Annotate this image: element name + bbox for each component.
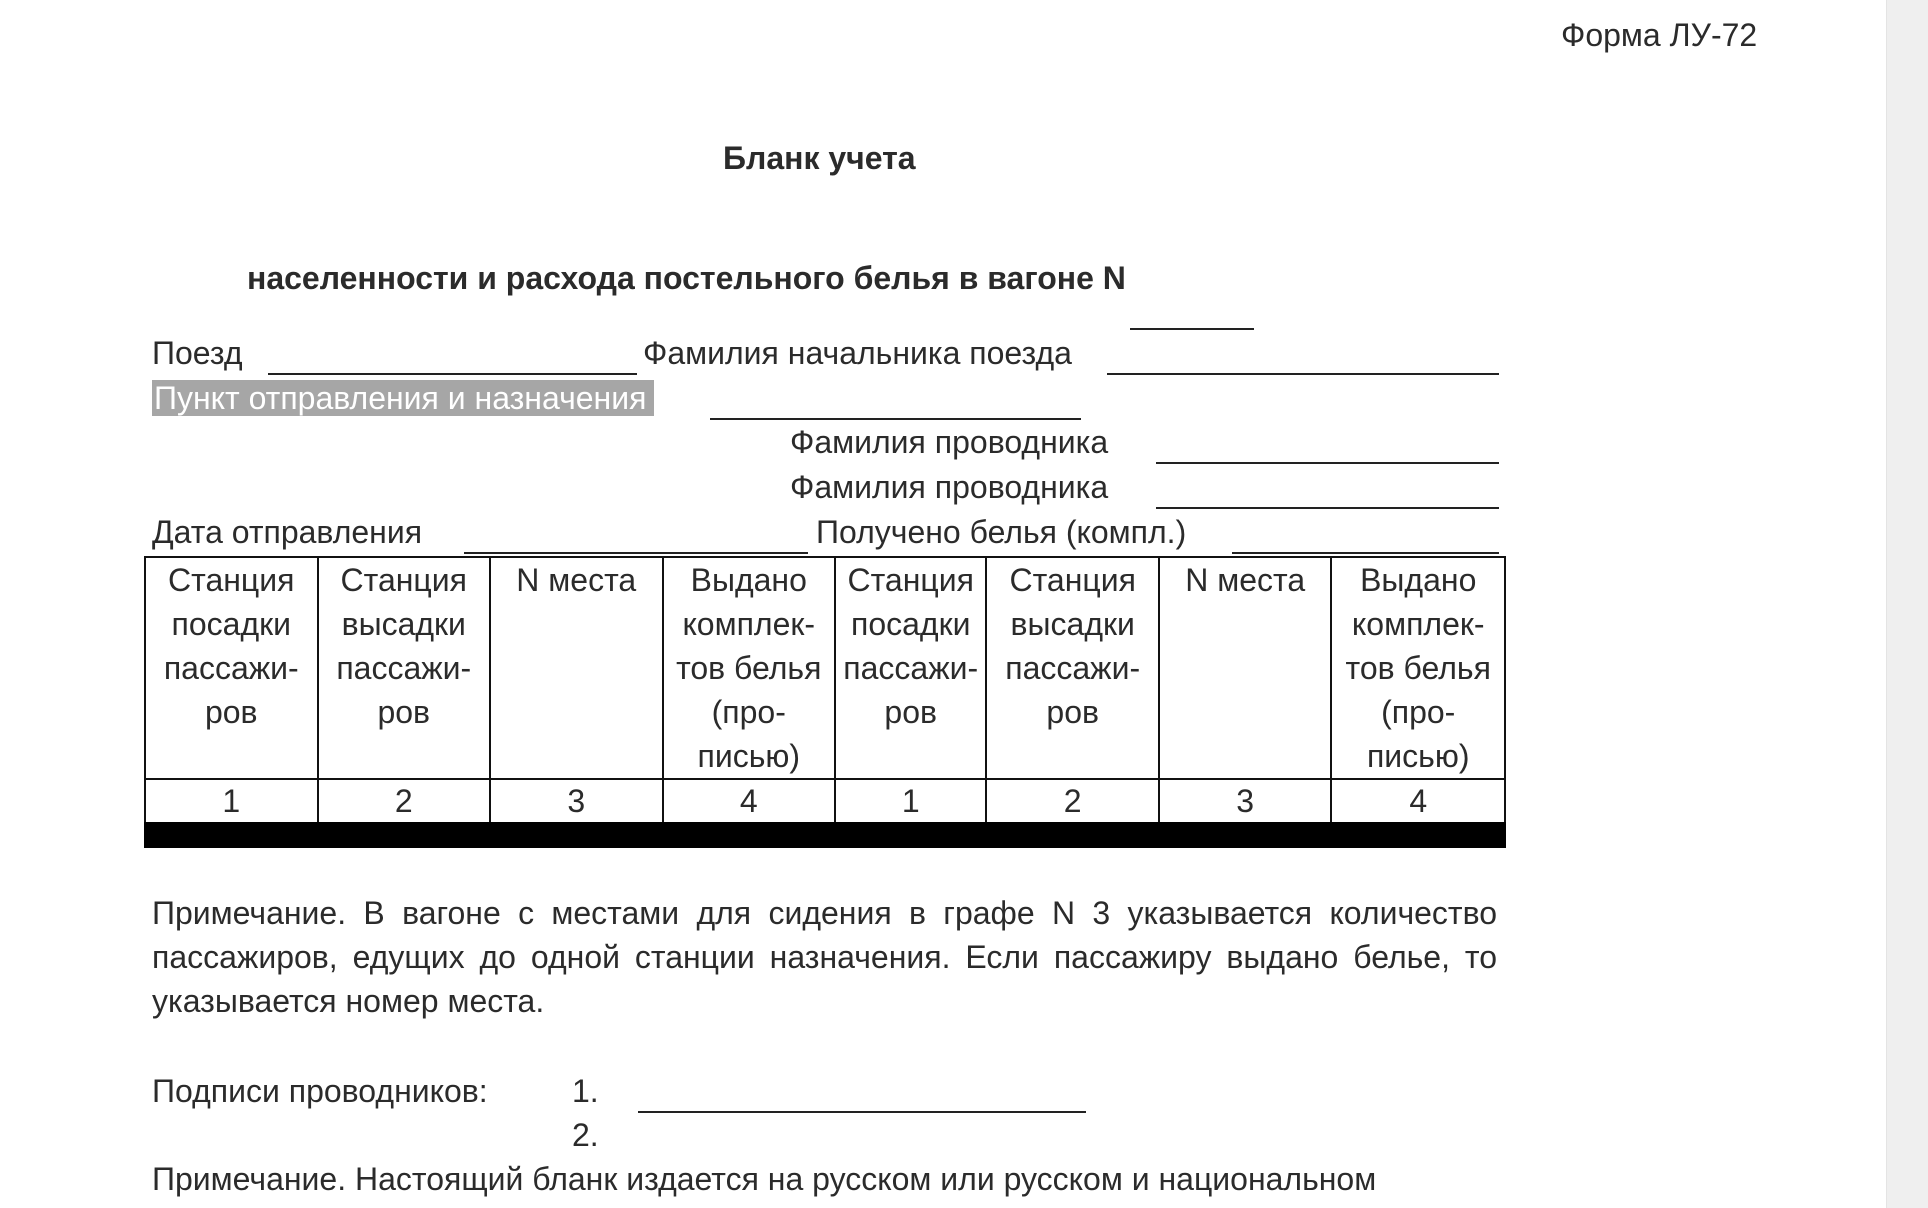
col-header-boarding-station: Станция посадки пассажи-ров: [835, 557, 986, 779]
train-label: Поезд: [152, 335, 243, 371]
route-point-line: [710, 418, 1081, 420]
table-header-row: [145, 557, 1505, 779]
col-header-seat-number: N места: [1159, 557, 1332, 779]
column-number: 1: [145, 779, 318, 823]
signature-number-2: 2.: [572, 1117, 599, 1153]
train-chief-label: Фамилия начальника поезда: [643, 335, 1072, 371]
col-header-boarding-station: Станция посадки пассажи-ров: [145, 557, 318, 779]
col-header-exit-station: Станция высадки пассажи-ров: [318, 557, 491, 779]
note-language: Примечание. Настоящий бланк издается на русском или русском и национальном: [152, 1161, 1377, 1197]
train-chief-line: [1107, 373, 1499, 375]
column-number: 4: [663, 779, 836, 823]
conductor-surname-line-2: [1156, 507, 1499, 509]
form-subtitle: населенности и расхода постельного белья в вагоне N: [247, 260, 1126, 296]
col-header-linen-issued: Выдано комплек-тов белья (про-писью): [1331, 557, 1505, 779]
form-title: Бланк учета: [723, 140, 916, 176]
accounting-table: [144, 556, 1506, 824]
col-header-seat-number: N места: [490, 557, 663, 779]
route-point-label: Пункт отправления и назначения: [152, 378, 654, 418]
train-line: [268, 373, 637, 375]
column-number: 3: [490, 779, 663, 823]
col-header-exit-station: Станция высадки пассажи-ров: [986, 557, 1159, 779]
linen-received-line: [1232, 552, 1499, 554]
vertical-scrollbar[interactable]: [1886, 0, 1928, 1208]
signatures-label: Подписи проводников:: [152, 1073, 488, 1109]
note-seating: Примечание. В вагоне с местами для сидения в графе N 3 указывается количество пассажиров, едущих до одной станции назначения. Если пассажиру выдано белье, то указывается номер места.: [152, 895, 1497, 1019]
conductor-surname-label-1: Фамилия проводника: [790, 424, 1109, 460]
column-number: 1: [835, 779, 986, 823]
column-number: 3: [1159, 779, 1332, 823]
column-number: 2: [986, 779, 1159, 823]
conductor-surname-label-2: Фамилия проводника: [790, 469, 1109, 505]
departure-date-label: Дата отправления: [152, 514, 423, 550]
signature-line-1: [638, 1111, 1086, 1113]
wagon-number-line: [1130, 328, 1254, 330]
table-number-row: [145, 779, 1505, 823]
column-number: 2: [318, 779, 491, 823]
table-bottom-bar: [144, 822, 1506, 848]
form-code: Форма ЛУ-72: [1561, 17, 1758, 53]
departure-date-line: [464, 552, 808, 554]
col-header-linen-issued: Выдано комплек-тов белья (про-писью): [663, 557, 836, 779]
column-number: 4: [1331, 779, 1505, 823]
conductor-surname-line-1: [1156, 462, 1499, 464]
linen-received-label: Получено белья (компл.): [816, 514, 1187, 550]
signature-number-1: 1.: [572, 1073, 599, 1109]
